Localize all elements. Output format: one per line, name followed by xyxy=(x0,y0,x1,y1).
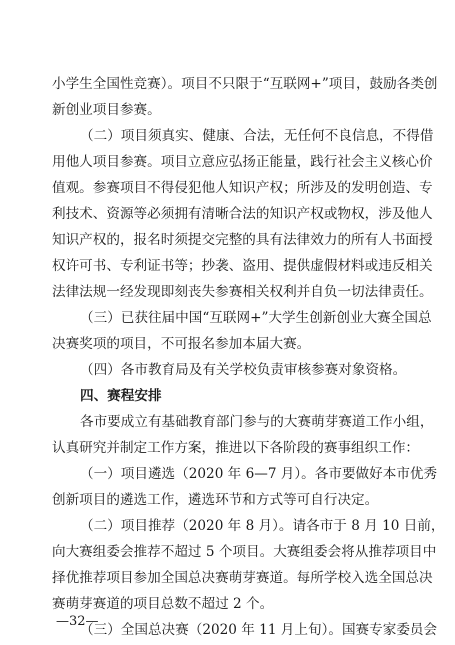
text-line: 值观。参赛项目不得侵犯他人知识产权；所涉及的发明创造、专 xyxy=(52,180,433,196)
text-line: 择优推荐项目参加全国总决赛萌芽赛道。每所学校入选全国总决 xyxy=(52,570,433,586)
text-line: 各市要成立有基础教育部门参与的大赛萌芽赛道工作小组， xyxy=(80,414,434,430)
text-line: （二）项目推荐（2020 年 8 月）。请各市于 8 月 10 日前， xyxy=(80,518,445,534)
text-line: 赛萌芽赛道的项目总数不超过 2 个。 xyxy=(52,596,274,612)
section-heading: 四、赛程安排 xyxy=(80,388,162,404)
text-line: （四）各市教育局及有关学校负责审核参赛对象资格。 xyxy=(80,362,407,378)
text-line: 创新项目的遴选工作，遴选环节和方式等可自行决定。 xyxy=(52,492,379,508)
text-line: （三）已获往届中国“互联网+”大学生创新创业大赛全国总 xyxy=(80,310,432,326)
text-line: 法律法规一经发现即刻丧失参赛相关权利并自负一切法律责任。 xyxy=(52,284,433,300)
text-line: 利技术、资源等必须拥有清晰合法的知识产权或物权，涉及他人 xyxy=(52,206,433,222)
text-line: 用他人项目参赛。项目立意应弘扬正能量，践行社会主义核心价 xyxy=(52,154,433,170)
text-line: （一）项目遴选（2020 年 6—7 月）。各市要做好本市优秀 xyxy=(80,466,438,482)
text-line: （二）项目须真实、健康、合法，无任何不良信息，不得借 xyxy=(80,128,434,144)
text-line: 小学生全国性竞赛）。项目不只限于“互联网+”项目，鼓励各类创 xyxy=(52,76,438,92)
text-line: 决赛奖项的项目，不可报名参加本届大赛。 xyxy=(52,336,311,352)
text-line: 向大赛组委会推荐不超过 5 个项目。大赛组委会将从推荐项目中 xyxy=(52,544,437,560)
text-line: 认真研究并制定工作方案，推进以下各阶段的赛事组织工作： xyxy=(52,440,420,456)
text-line: 知识产权的，报名时须提交完整的具有法律效力的所有人书面授 xyxy=(52,232,433,248)
text-line: 权许可书、专利证书等；抄袭、盗用、提供虚假材料或违反相关 xyxy=(52,258,433,274)
text-line: 新创业项目参赛。 xyxy=(52,102,161,118)
text-line: （三）全国总决赛（2020 年 11 月上旬）。国赛专家委员会 xyxy=(80,622,438,638)
page-number: —32— xyxy=(56,614,99,629)
